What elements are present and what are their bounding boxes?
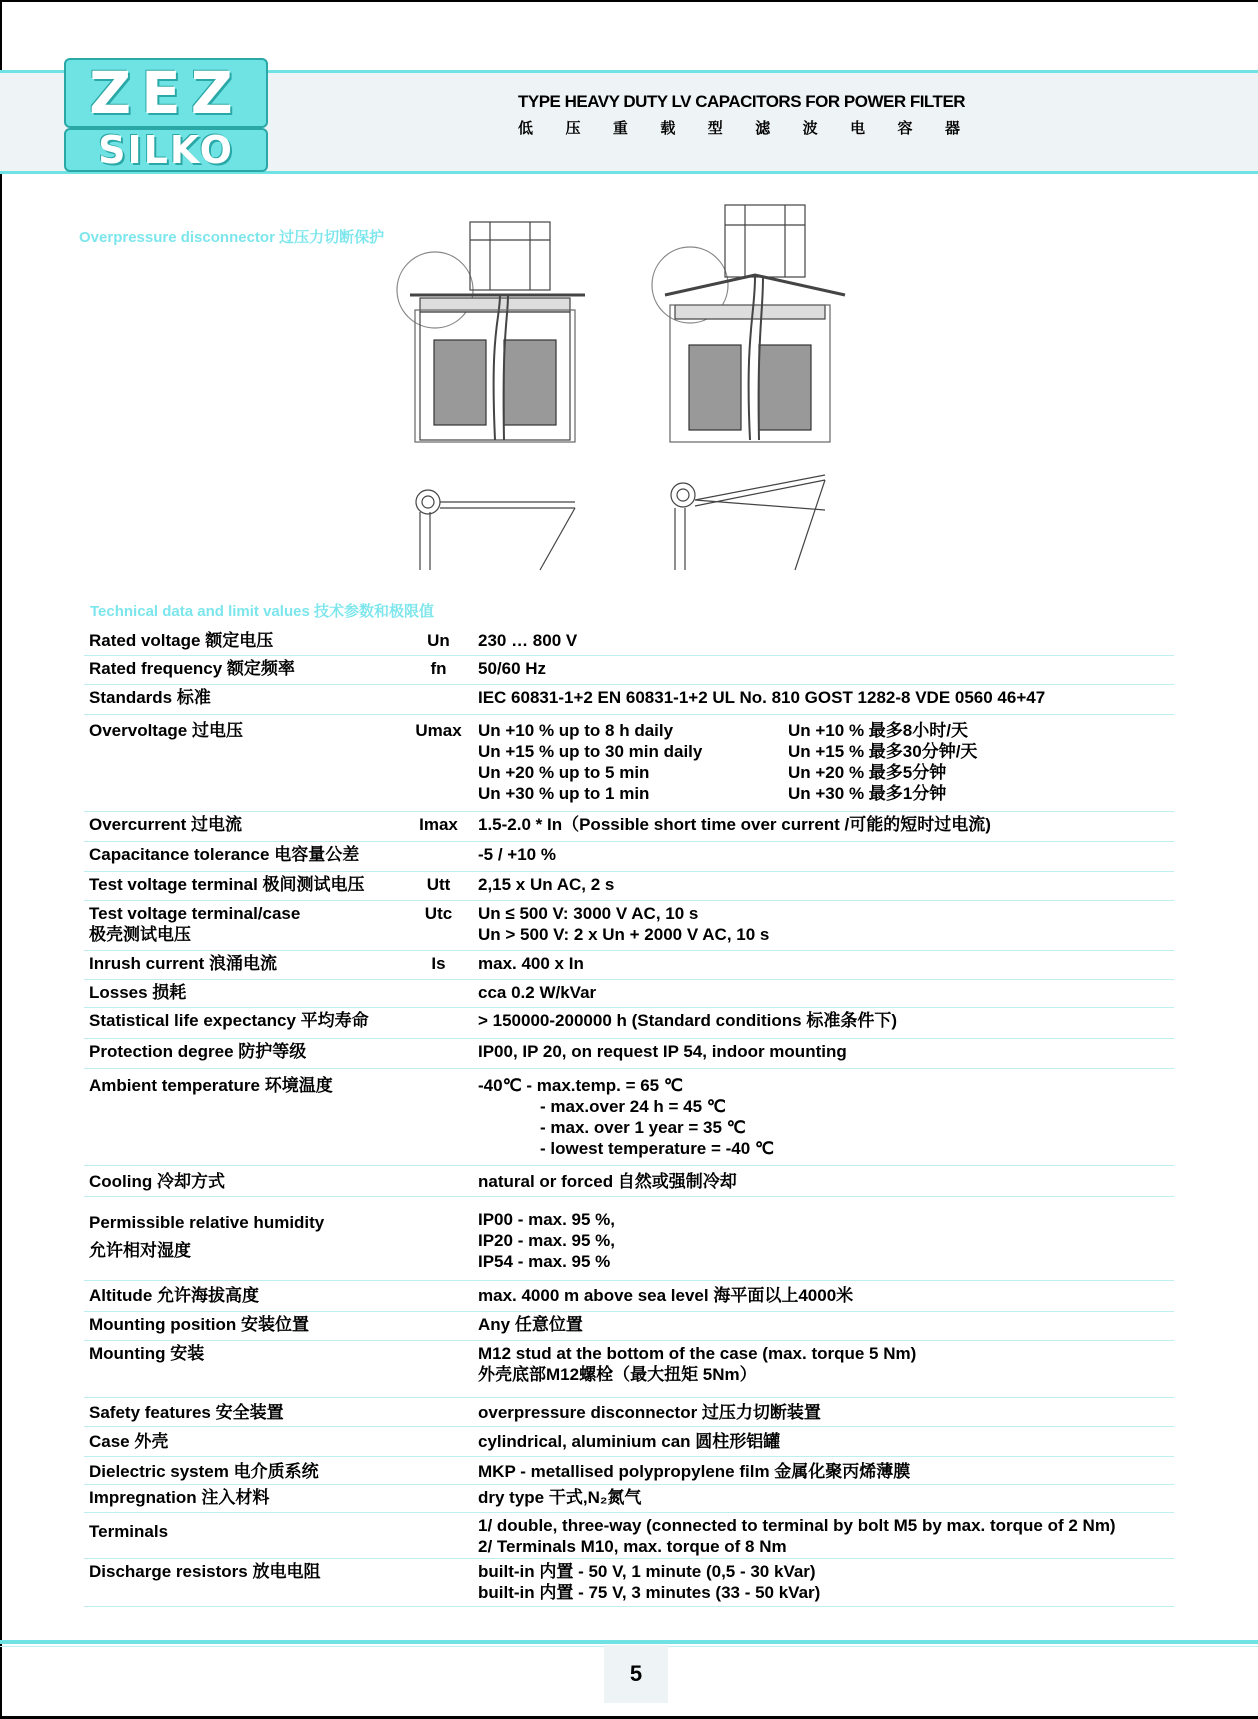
row-value: max. 400 x In — [478, 954, 584, 973]
row-value: cca 0.2 W/kVar — [478, 983, 597, 1002]
row-label: Capacitance tolerance 电容量公差 — [89, 845, 360, 864]
table-row-discharge-resistors — [84, 1559, 1174, 1607]
table-row-humidity — [84, 1197, 1174, 1281]
row-symbol: Is — [431, 954, 446, 973]
row-label: Safety features 安全装置 — [89, 1403, 284, 1422]
table-row-mounting — [84, 1341, 1174, 1398]
row-label: Test voltage terminal 极间测试电压 — [89, 875, 365, 894]
document-title: TYPE HEAVY DUTY LV CAPACITORS FOR POWER FILTER — [518, 92, 966, 111]
row-value-chinese: Un +10 % 最多8小时/天 Un +15 % 最多30分钟/天 Un +20 % 最多5分钟 Un +30 % 最多1分钟 — [788, 721, 978, 803]
row-label: Dielectric system 电介质系统 — [89, 1462, 319, 1481]
row-label: Rated voltage 额定电压 — [89, 631, 274, 650]
row-value: 2,15 x Un AC, 2 s — [478, 875, 615, 894]
table-row-mounting-position — [84, 1312, 1174, 1341]
row-label: Mounting 安装 — [89, 1344, 205, 1363]
row-symbol: Utt — [426, 875, 451, 894]
technical-data-table — [84, 628, 1174, 1607]
row-label: Losses 损耗 — [89, 983, 187, 1002]
table-row-safety-features — [84, 1398, 1174, 1427]
overpressure-disconnector-drawing — [390, 200, 870, 580]
row-label: Test voltage terminal/case 极壳测试电压 — [89, 904, 301, 944]
row-label: Permissible relative humidity 允许相对湿度 — [89, 1213, 325, 1260]
table-row-life-expectancy — [84, 1008, 1174, 1039]
row-value: -5 / +10 % — [478, 845, 556, 864]
table-row-altitude — [84, 1281, 1174, 1312]
lid-detail-normal-drawing — [416, 490, 575, 570]
row-value: IP00 - max. 95 %, IP20 - max. 95 %, IP54 - max. 95 % — [478, 1210, 616, 1271]
table-row-standards — [84, 685, 1174, 715]
row-label: Statistical life expectancy 平均寿命 — [89, 1011, 369, 1030]
table-row-test-voltage-terminal — [84, 872, 1174, 901]
row-label: Discharge resistors 放电电阻 — [89, 1562, 321, 1581]
row-label: Overcurrent 过电流 — [89, 815, 243, 834]
table-row-rated-frequency — [84, 656, 1174, 685]
row-label: Terminals — [89, 1522, 169, 1541]
row-value: cylindrical, aluminium can 圆柱形铝罐 — [478, 1432, 781, 1451]
row-symbol: Umax — [415, 721, 462, 740]
document-title-chinese: 低 压 重 载 型 滤 波 电 容 器 — [518, 120, 960, 137]
table-row-test-voltage-case — [84, 901, 1174, 951]
row-value: 50/60 Hz — [478, 659, 547, 678]
zez-logo: ZEZ — [64, 58, 268, 128]
lid-detail-expanded-drawing — [671, 475, 825, 570]
overpressure-section-label: Overpressure disconnector 过压力切断保护 — [79, 229, 385, 246]
row-value: IEC 60831-1+2 EN 60831-1+2 UL No. 810 GOST 1282-8 VDE 0560 46+47 — [478, 688, 1046, 707]
table-row-impregnation — [84, 1485, 1174, 1513]
capacitor-normal-drawing — [397, 222, 585, 442]
table-row-capacitance-tolerance — [84, 842, 1174, 872]
row-label: Ambient temperature 环境温度 — [89, 1076, 333, 1095]
page-number: 5 — [604, 1645, 668, 1703]
row-label: Altitude 允许海拔高度 — [89, 1286, 259, 1305]
row-symbol: Imax — [419, 815, 458, 834]
row-value: > 150000-200000 h (Standard conditions 标准条件下) — [478, 1011, 897, 1030]
table-row-protection-degree — [84, 1039, 1174, 1069]
capacitor-expanded-drawing — [652, 205, 845, 442]
page-border-top — [0, 0, 1258, 2]
table-row-overvoltage — [84, 715, 1174, 812]
row-value: overpressure disconnector 过压力切断装置 — [478, 1403, 821, 1422]
row-label: Cooling 冷却方式 — [89, 1172, 225, 1191]
row-label: Rated frequency 额定频率 — [89, 659, 295, 678]
row-value: Un ≤ 500 V: 3000 V AC, 10 s Un > 500 V: 2 x Un + 2000 V AC, 10 s — [478, 904, 770, 944]
table-row-cooling — [84, 1166, 1174, 1197]
row-label: Overvoltage 过电压 — [89, 721, 243, 740]
table-row-ambient-temperature — [84, 1069, 1174, 1166]
table-row-losses — [84, 980, 1174, 1008]
page-border-left — [0, 0, 2, 1719]
row-value: -40℃ - max.temp. = 65 ℃ - max.over 24 h = 45 ℃ - max. over 1 year = 35 ℃ - lowest temperature = -40 ℃ — [478, 1076, 775, 1158]
row-symbol: Un — [427, 631, 450, 650]
row-value: Any 任意位置 — [478, 1315, 583, 1334]
silko-logo: SILKO — [64, 128, 268, 172]
row-value: 230 … 800 V — [478, 631, 578, 650]
row-value: MKP - metallised polypropylene film 金属化聚丙烯薄膜 — [478, 1462, 911, 1481]
table-row-case — [84, 1427, 1174, 1457]
row-value: dry type 干式,N₂氮气 — [478, 1488, 642, 1507]
row-value: M12 stud at the bottom of the case (max. torque 5 Nm) 外壳底部M12螺栓（最大扭矩 5Nm） — [478, 1344, 917, 1384]
row-label: Standards 标准 — [89, 688, 211, 707]
row-label: Mounting position 安装位置 — [89, 1315, 310, 1334]
row-symbol: fn — [430, 659, 447, 678]
table-row-rated-voltage — [84, 628, 1174, 656]
row-value: Un +10 % up to 8 h daily Un +15 % up to 30 min daily Un +20 % up to 5 min Un +30 % up to 1 min — [478, 721, 703, 803]
row-label: Impregnation 注入材料 — [89, 1488, 270, 1507]
table-row-terminals — [84, 1513, 1174, 1559]
row-value: built-in 内置 - 50 V, 1 minute (0,5 - 30 kVar) built-in 内置 - 75 V, 3 minutes (33 - 50 kVar) — [478, 1562, 821, 1602]
row-label: Case 外壳 — [89, 1432, 169, 1451]
footer-accent-line — [0, 1640, 1258, 1644]
row-value: IP00, IP 20, on request IP 54, indoor mounting — [478, 1042, 847, 1061]
row-label: Protection degree 防护等级 — [89, 1042, 307, 1061]
table-row-inrush-current — [84, 951, 1174, 980]
technical-data-section-label: Technical data and limit values 技术参数和极限值 — [90, 603, 434, 620]
table-row-overcurrent — [84, 812, 1174, 842]
row-value: max. 4000 m above sea level 海平面以上4000米 — [478, 1286, 854, 1305]
row-value: 1/ double, three-way (connected to terminal by bolt M5 by max. torque of 2 Nm) 2/ Terminals M10, max. torque of 8 Nm — [478, 1516, 1116, 1556]
row-label: Inrush current 浪涌电流 — [89, 954, 277, 973]
row-symbol: Utc — [424, 904, 453, 923]
row-value: 1.5-2.0 * In（Possible short time over current /可能的短时过电流) — [478, 815, 991, 834]
row-value: natural or forced 自然或强制冷却 — [478, 1172, 737, 1191]
table-row-dielectric-system — [84, 1457, 1174, 1485]
